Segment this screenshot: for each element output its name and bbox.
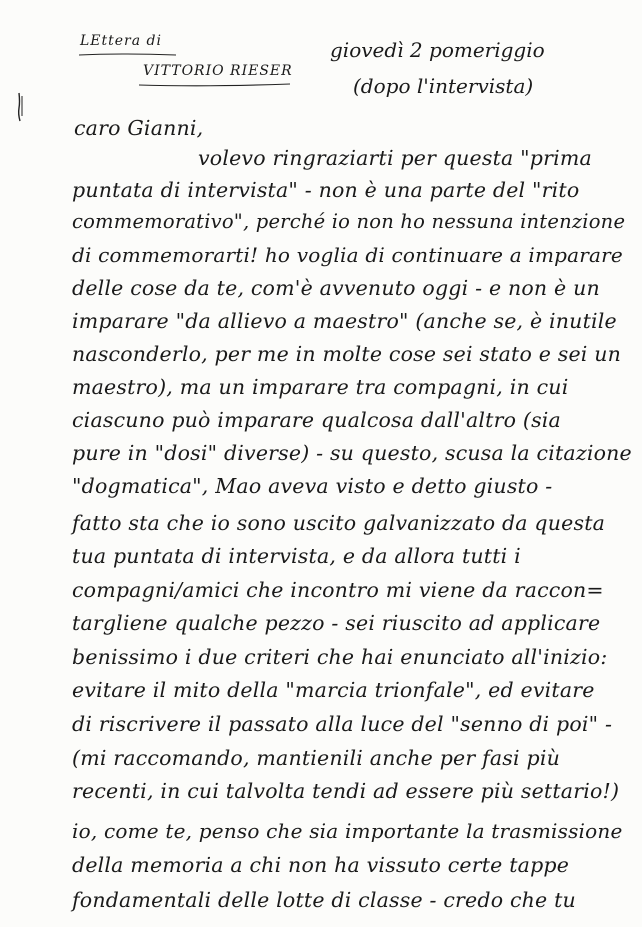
body-line: commemorativo", perché io non ho nessuna intenzione <box>72 210 626 233</box>
header-line-2: VITTORIO RIESER <box>143 63 293 79</box>
body-line: pure in "dosi" diverse) - su questo, scusa la citazione <box>72 441 632 465</box>
body-line: maestro), ma un imparare tra compagni, in cui <box>72 375 569 399</box>
body-line: fatto sta che io sono uscito galvanizzato da questa <box>72 511 606 535</box>
body-line: tua puntata di intervista, e da allora tutti i <box>72 544 521 568</box>
salutation: caro Gianni, <box>74 116 204 140</box>
body-line: di riscrivere il passato alla luce del "senno di poi" - <box>72 712 613 736</box>
body-line: nasconderlo, per me in molte cose sei stato e sei un <box>72 342 622 366</box>
margin-mark-icon <box>16 92 24 122</box>
body-line: di commemorarti! ho voglia di continuare a imparare <box>72 243 623 267</box>
body-line: recenti, in cui talvolta tendi ad essere più settario!) <box>72 779 620 803</box>
body-line: imparare "da allievo a maestro" (anche se, è inutile <box>72 309 617 333</box>
body-line: fondamentali delle lotte di classe - credo che tu <box>72 888 576 912</box>
body-line: della memoria a chi non ha vissuto certe tappe <box>72 853 570 877</box>
header-underline-1 <box>78 52 178 58</box>
body-line: evitare il mito della "marcia trionfale", ed evitare <box>72 678 595 702</box>
body-line: volevo ringraziarti per questa "prima <box>198 146 592 170</box>
body-line: (mi raccomando, mantienili anche per fasi più <box>72 746 560 770</box>
body-line: "dogmatica", Mao aveva visto e detto giusto - <box>72 474 553 498</box>
body-line: ciascuno può imparare qualcosa dall'altro (sia <box>72 408 561 432</box>
header-underline-2 <box>138 82 293 88</box>
header-line-1: LEttera di <box>80 33 162 49</box>
body-line: io, come te, penso che sia importante la trasmissione <box>72 819 623 843</box>
body-line: delle cose da te, com'è avvenuto oggi - e non è un <box>72 276 600 300</box>
body-line: puntata di intervista" - non è una parte del "rito <box>72 178 580 202</box>
date-line-1: giovedì 2 pomeriggio <box>330 38 545 62</box>
date-line-2: (dopo l'intervista) <box>353 74 534 98</box>
body-line: compagni/amici che incontro mi viene da raccon= <box>72 578 604 602</box>
body-line: benissimo i due criteri che hai enunciato all'inizio: <box>72 645 608 669</box>
body-line: targliene qualche pezzo - sei riuscito ad applicare <box>72 611 601 635</box>
